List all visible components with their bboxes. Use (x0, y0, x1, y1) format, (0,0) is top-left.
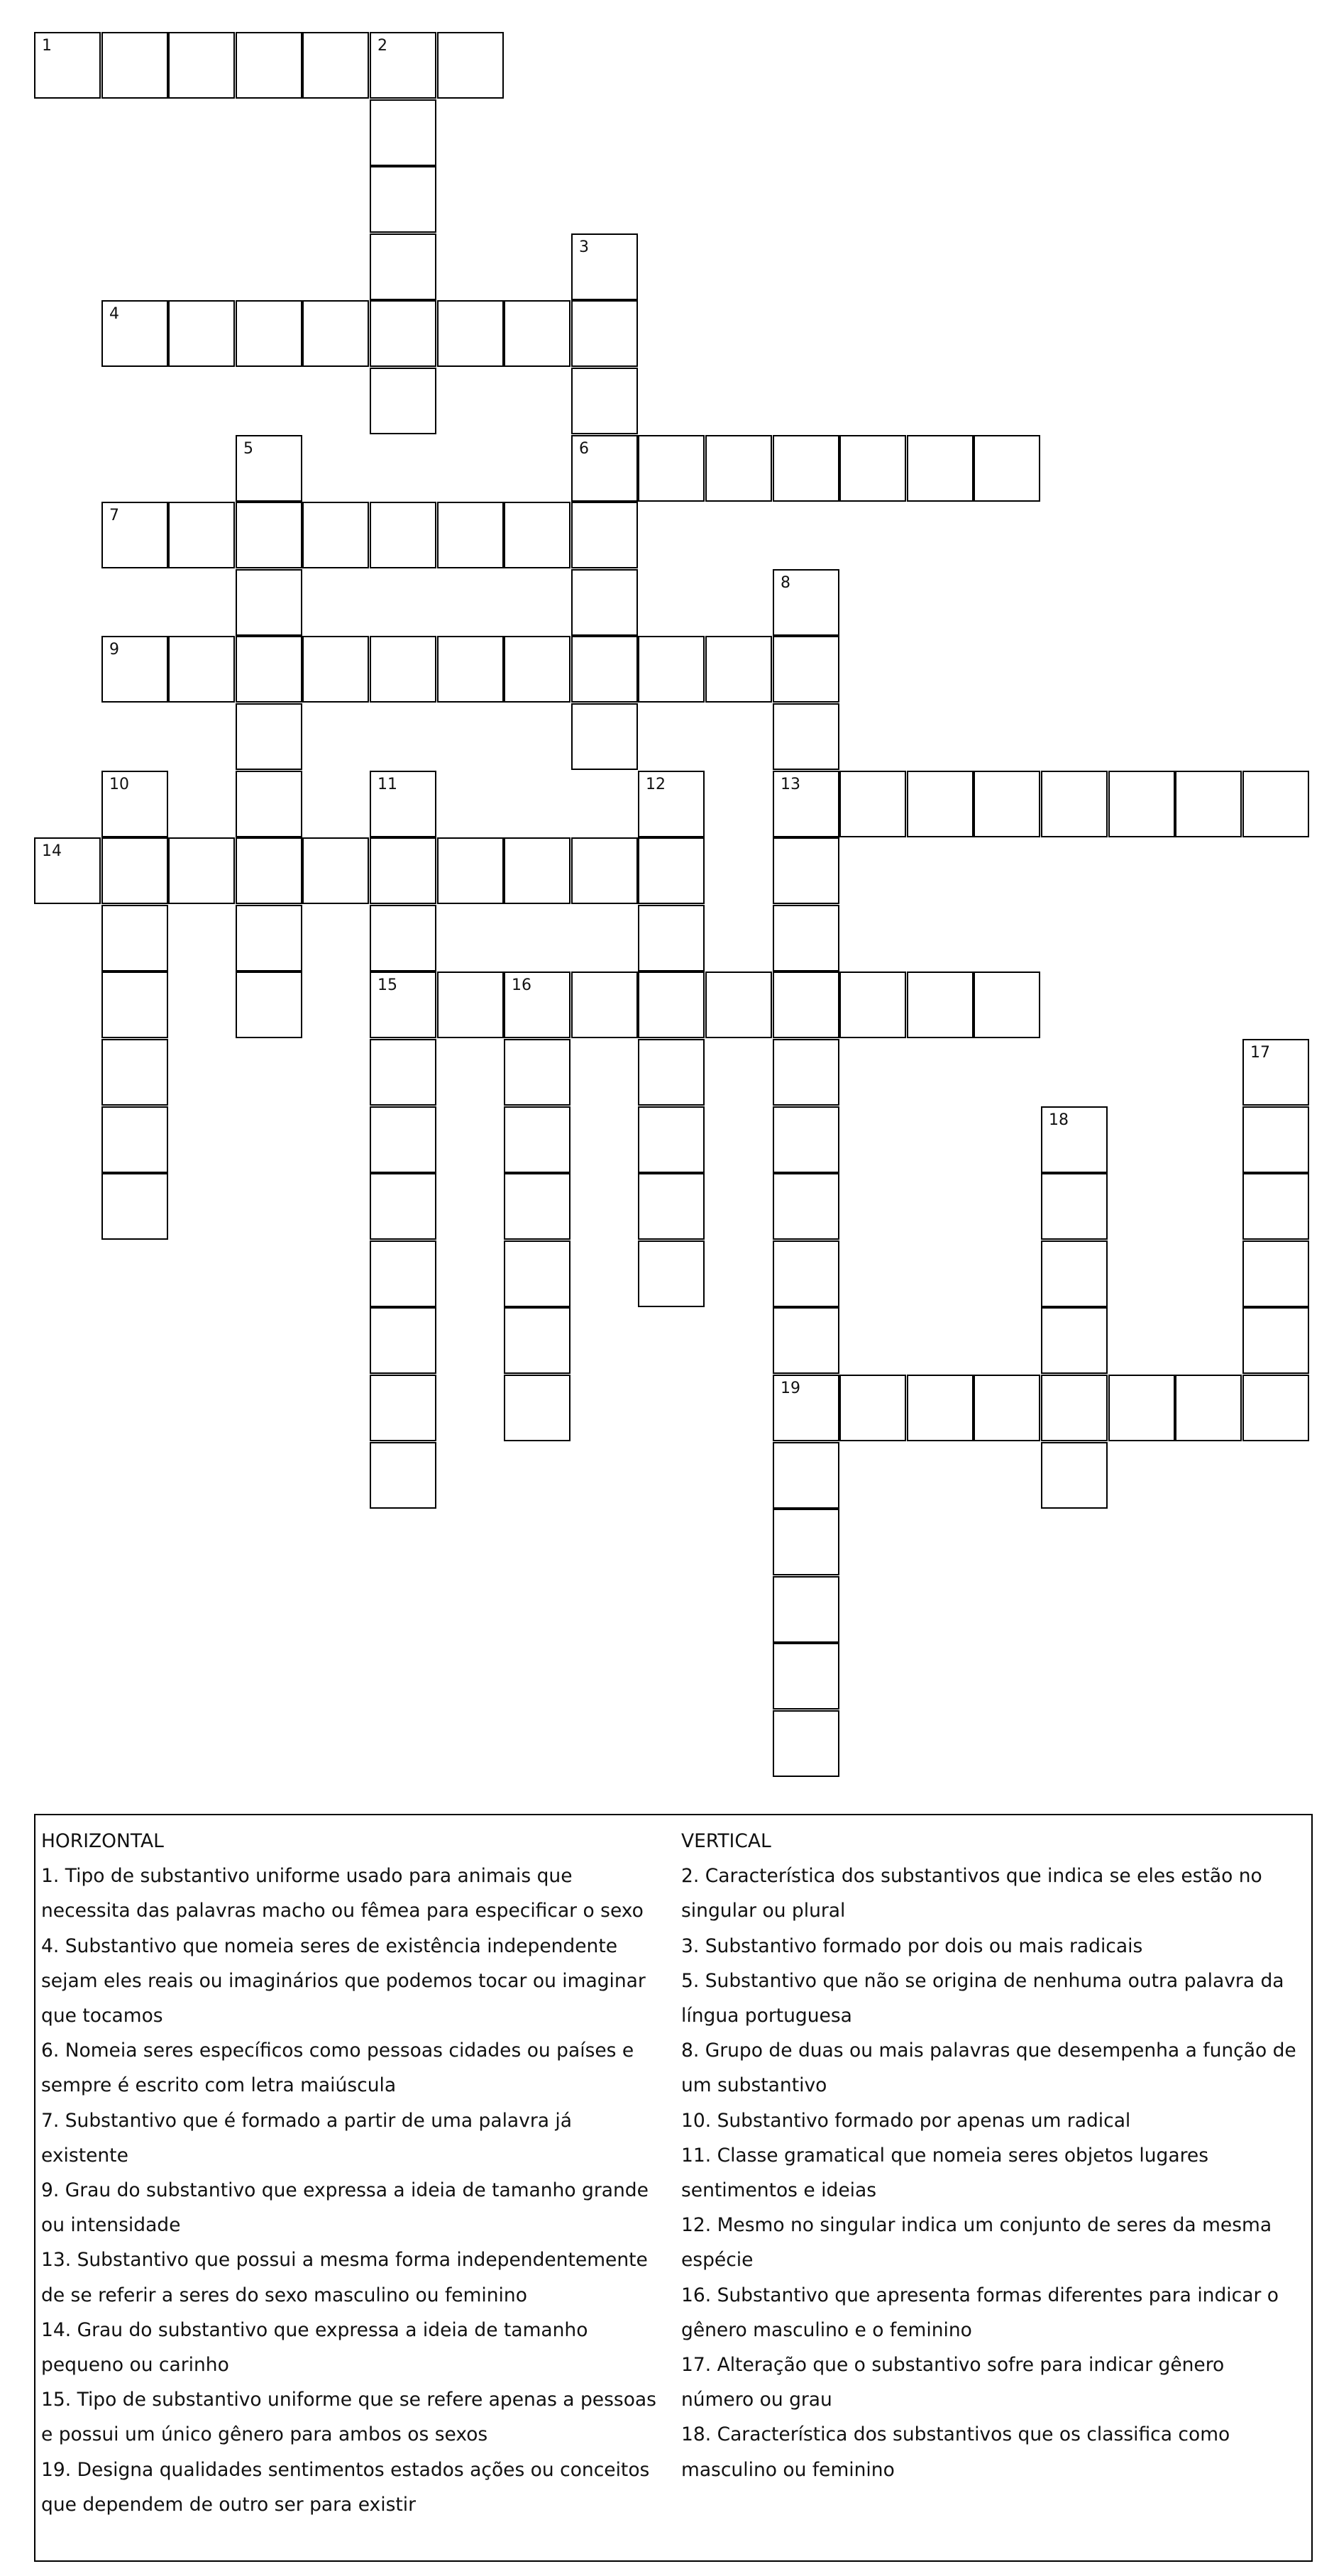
grid-cell[interactable] (504, 837, 570, 904)
horizontal-clue-line: 14. Grau do substantivo que expressa a ideia de tamanho (41, 2318, 588, 2341)
grid-cell[interactable] (1242, 1173, 1309, 1240)
vertical-clue-line: masculino ou feminino (681, 2458, 895, 2481)
vertical-clue-line: número ou grau (681, 2389, 832, 2411)
vertical-clue-line: 16. Substantivo que apresenta formas diferentes para indicar o (681, 2284, 1279, 2306)
grid-cell[interactable] (571, 703, 638, 770)
grid-cell[interactable] (773, 1106, 839, 1173)
grid-cell[interactable] (705, 971, 772, 1038)
grid-cell[interactable] (370, 636, 436, 703)
horizontal-clue-line: que dependem de outro ser para existir (41, 2493, 417, 2516)
vertical-clue-line: 10. Substantivo formado por apenas um radical (681, 2109, 1131, 2132)
grid-cell[interactable] (773, 1173, 839, 1240)
grid-cell[interactable] (370, 837, 436, 904)
grid-cell[interactable] (101, 1106, 168, 1173)
grid-cell[interactable] (1242, 771, 1309, 837)
grid-cell[interactable] (907, 971, 974, 1038)
grid-cell[interactable] (638, 905, 705, 971)
grid-cell[interactable] (1041, 1375, 1108, 1441)
grid-cell[interactable] (504, 300, 570, 367)
grid-cell[interactable] (504, 1375, 570, 1441)
grid-cell[interactable] (638, 636, 705, 703)
grid-cell[interactable] (101, 300, 168, 367)
horizontal-clue-line: sempre é escrito com letra maiúscula (41, 2074, 397, 2097)
grid-cell[interactable] (437, 837, 504, 904)
clue-number: 18 (1049, 1111, 1069, 1129)
grid-cell[interactable] (638, 771, 705, 837)
clue-number: 10 (109, 776, 129, 793)
grid-cell[interactable] (101, 1173, 168, 1240)
grid-cell[interactable] (370, 1307, 436, 1374)
grid-cell[interactable] (773, 1375, 839, 1441)
grid-cell[interactable] (504, 1106, 570, 1173)
clue-number: 14 (42, 842, 62, 860)
grid-cell[interactable] (773, 1509, 839, 1575)
grid-cell[interactable] (638, 1039, 705, 1106)
grid-cell[interactable] (571, 502, 638, 568)
grid-cell[interactable] (302, 502, 369, 568)
grid-cell[interactable] (1108, 771, 1175, 837)
horizontal-clue-line: 13. Substantivo que possui a mesma forma independentemente (41, 2249, 648, 2272)
horizontal-clue-list (41, 1859, 680, 2522)
clue-number: 8 (781, 574, 790, 592)
grid-cell[interactable] (773, 1240, 839, 1307)
horizontal-clue-line: pequeno ou carinho (41, 2354, 229, 2377)
grid-cell[interactable] (370, 905, 436, 971)
grid-cell[interactable] (236, 435, 302, 502)
grid-cell[interactable] (302, 837, 369, 904)
grid-cell[interactable] (773, 905, 839, 971)
horizontal-clue-line: ou intensidade (41, 2214, 181, 2237)
grid-cell[interactable] (1175, 771, 1242, 837)
clue-number: 13 (781, 776, 800, 793)
vertical-clue-line: 12. Mesmo no singular indica um conjunto de seres da mesma (681, 2214, 1272, 2237)
grid-cell[interactable] (571, 837, 638, 904)
horizontal-clue-line: existente (41, 2144, 128, 2167)
grid-cell[interactable] (302, 32, 369, 99)
grid-cell[interactable] (370, 1240, 436, 1307)
grid-cell[interactable] (236, 636, 302, 703)
grid-cell[interactable] (839, 435, 906, 502)
grid-cell[interactable] (571, 569, 638, 636)
grid-cell[interactable] (1242, 1375, 1309, 1441)
horizontal-clue-line: 9. Grau do substantivo que expressa a ideia de tamanho grande (41, 2179, 649, 2202)
vertical-clue-line: 18. Característica dos substantivos que os classifica como (681, 2423, 1230, 2446)
grid-cell[interactable] (437, 502, 504, 568)
grid-cell[interactable] (34, 32, 101, 99)
grid-cell[interactable] (773, 1442, 839, 1509)
grid-cell[interactable] (168, 636, 235, 703)
grid-cell[interactable] (236, 703, 302, 770)
grid-cell[interactable] (302, 300, 369, 367)
grid-cell[interactable] (370, 771, 436, 837)
clue-number: 7 (109, 507, 119, 524)
grid-cell[interactable] (839, 771, 906, 837)
grid-cell[interactable] (437, 300, 504, 367)
grid-cell[interactable] (1242, 1307, 1309, 1374)
grid-cell[interactable] (974, 1375, 1040, 1441)
vertical-clue-line: sentimentos e ideias (681, 2179, 877, 2202)
clue-number: 15 (377, 976, 397, 994)
grid-cell[interactable] (370, 502, 436, 568)
grid-cell[interactable] (773, 1710, 839, 1777)
grid-cell[interactable] (101, 971, 168, 1038)
clue-number: 17 (1250, 1044, 1270, 1062)
vertical-clue-line: 2. Característica dos substantivos que indica se eles estão no (681, 1865, 1262, 1888)
clue-number: 19 (781, 1380, 800, 1397)
horizontal-clue-line: 7. Substantivo que é formado a partir de uma palavra já (41, 2109, 573, 2132)
horizontal-heading: HORIZONTAL (41, 1830, 164, 1852)
grid-cell[interactable] (974, 771, 1040, 837)
grid-cell[interactable] (504, 1307, 570, 1374)
vertical-clue-line: singular ou plural (681, 1900, 846, 1922)
vertical-clue-line: 5. Substantivo que não se origina de nenhuma outra palavra da (681, 1969, 1284, 1992)
grid-cell[interactable] (236, 502, 302, 568)
grid-cell[interactable] (571, 636, 638, 703)
grid-cell[interactable] (370, 99, 436, 166)
grid-cell[interactable] (370, 300, 436, 367)
clue-number: 4 (109, 305, 119, 323)
grid-cell[interactable] (437, 636, 504, 703)
grid-cell[interactable] (1175, 1375, 1242, 1441)
grid-cell[interactable] (370, 32, 436, 99)
grid-cell[interactable] (839, 971, 906, 1038)
grid-cell[interactable] (974, 971, 1040, 1038)
grid-cell[interactable] (1242, 1039, 1309, 1106)
grid-cell[interactable] (504, 636, 570, 703)
grid-cell[interactable] (638, 435, 705, 502)
grid-cell[interactable] (236, 300, 302, 367)
vertical-clues (681, 1824, 1306, 2487)
grid-cell[interactable] (101, 771, 168, 837)
grid-cell[interactable] (370, 1039, 436, 1106)
grid-cell[interactable] (638, 1240, 705, 1307)
clues-panel (34, 1814, 1313, 2562)
vertical-clue-list (681, 1859, 1306, 2487)
grid-cell[interactable] (571, 300, 638, 367)
clue-number: 12 (646, 776, 666, 793)
grid-cell[interactable] (236, 905, 302, 971)
clue-number: 6 (579, 440, 589, 458)
horizontal-clue-line: 4. Substantivo que nomeia seres de existência independente (41, 1934, 618, 1957)
grid-cell[interactable] (907, 1375, 974, 1441)
grid-cell[interactable] (1041, 771, 1108, 837)
grid-cell[interactable] (773, 703, 839, 770)
clue-number: 5 (243, 440, 253, 458)
horizontal-clue-line: 15. Tipo de substantivo uniforme que se refere apenas a pessoas (41, 2389, 656, 2411)
grid-cell[interactable] (773, 837, 839, 904)
horizontal-clue-line: que tocamos (41, 2005, 163, 2027)
grid-cell[interactable] (773, 771, 839, 837)
clue-number: 3 (579, 238, 589, 256)
vertical-clue-line: um substantivo (681, 2074, 827, 2097)
grid-cell[interactable] (168, 837, 235, 904)
grid-cell[interactable] (504, 1240, 570, 1307)
grid-cell[interactable] (638, 971, 705, 1038)
grid-cell[interactable] (236, 569, 302, 636)
grid-cell[interactable] (571, 233, 638, 300)
grid-cell[interactable] (773, 1039, 839, 1106)
grid-cell[interactable] (1041, 1173, 1108, 1240)
vertical-clue-line: língua portuguesa (681, 2005, 852, 2027)
grid-cell[interactable] (370, 368, 436, 434)
grid-cell[interactable] (571, 368, 638, 434)
grid-cell[interactable] (839, 1375, 906, 1441)
grid-cell[interactable] (101, 502, 168, 568)
grid-cell[interactable] (638, 837, 705, 904)
horizontal-clue-line: necessita das palavras macho ou fêmea para especificar o sexo (41, 1900, 644, 1922)
grid-cell[interactable] (437, 971, 504, 1038)
horizontal-clues (41, 1824, 680, 2522)
grid-cell[interactable] (370, 166, 436, 233)
grid-cell[interactable] (101, 32, 168, 99)
grid-cell[interactable] (101, 905, 168, 971)
grid-cell[interactable] (236, 971, 302, 1038)
grid-cell[interactable] (101, 636, 168, 703)
grid-cell[interactable] (974, 435, 1040, 502)
grid-cell[interactable] (504, 1039, 570, 1106)
grid-cell[interactable] (101, 837, 168, 904)
grid-cell[interactable] (773, 1307, 839, 1374)
clue-number: 9 (109, 641, 119, 659)
grid-cell[interactable] (370, 1106, 436, 1173)
grid-cell[interactable] (571, 435, 638, 502)
grid-cell[interactable] (302, 636, 369, 703)
clue-number: 2 (377, 37, 387, 55)
grid-cell[interactable] (907, 771, 974, 837)
grid-cell[interactable] (34, 837, 101, 904)
vertical-clue-line: 17. Alteração que o substantivo sofre para indicar gênero (681, 2354, 1225, 2377)
grid-cell[interactable] (370, 233, 436, 300)
vertical-heading: VERTICAL (681, 1830, 771, 1852)
grid-cell[interactable] (370, 1173, 436, 1240)
grid-cell[interactable] (504, 971, 570, 1038)
grid-cell[interactable] (168, 300, 235, 367)
grid-cell[interactable] (168, 32, 235, 99)
vertical-clue-line: gênero masculino e o feminino (681, 2318, 972, 2341)
grid-cell[interactable] (773, 1576, 839, 1643)
clue-number: 1 (42, 37, 52, 55)
grid-cell[interactable] (907, 435, 974, 502)
grid-cell[interactable] (773, 636, 839, 703)
grid-cell[interactable] (370, 971, 436, 1038)
grid-cell[interactable] (1041, 1442, 1108, 1509)
grid-cell[interactable] (504, 502, 570, 568)
grid-cell[interactable] (236, 837, 302, 904)
grid-cell[interactable] (437, 32, 504, 99)
clue-number: 16 (512, 976, 531, 994)
horizontal-clue-line: e possui um único gênero para ambos os sexos (41, 2423, 488, 2446)
grid-cell[interactable] (705, 636, 772, 703)
grid-cell[interactable] (1041, 1240, 1108, 1307)
grid-cell[interactable] (638, 1173, 705, 1240)
grid-cell[interactable] (638, 1106, 705, 1173)
vertical-clue-line: 8. Grupo de duas ou mais palavras que desempenha a função de (681, 2040, 1296, 2062)
horizontal-clue-line: 19. Designa qualidades sentimentos estados ações ou conceitos (41, 2458, 650, 2481)
grid-cell[interactable] (773, 435, 839, 502)
grid-cell[interactable] (1242, 1106, 1309, 1173)
horizontal-clue-line: 6. Nomeia seres específicos como pessoas cidades ou países e (41, 2040, 634, 2062)
vertical-clue-line: espécie (681, 2249, 754, 2272)
horizontal-clue-line: sejam eles reais ou imaginários que podemos tocar ou imaginar (41, 1969, 646, 1992)
grid-cell[interactable] (370, 1375, 436, 1441)
horizontal-clue-line: de se referir a seres do sexo masculino ou feminino (41, 2284, 527, 2306)
grid-cell[interactable] (571, 971, 638, 1038)
grid-cell[interactable] (773, 569, 839, 636)
clue-number: 11 (377, 776, 397, 793)
grid-cell[interactable] (236, 32, 302, 99)
grid-cell[interactable] (1242, 1240, 1309, 1307)
grid-cell[interactable] (168, 502, 235, 568)
grid-cell[interactable] (1108, 1375, 1175, 1441)
grid-cell[interactable] (705, 435, 772, 502)
grid-cell[interactable] (773, 1643, 839, 1710)
horizontal-clue-line: 1. Tipo de substantivo uniforme usado para animais que (41, 1865, 573, 1888)
vertical-clue-line: 3. Substantivo formado por dois ou mais radicais (681, 1934, 1143, 1957)
grid-cell[interactable] (504, 1173, 570, 1240)
grid-cell[interactable] (1041, 1307, 1108, 1374)
grid-cell[interactable] (773, 971, 839, 1038)
grid-cell[interactable] (1041, 1106, 1108, 1173)
grid-cell[interactable] (370, 1442, 436, 1509)
vertical-clue-line: 11. Classe gramatical que nomeia seres objetos lugares (681, 2144, 1208, 2167)
grid-cell[interactable] (236, 771, 302, 837)
grid-cell[interactable] (101, 1039, 168, 1106)
